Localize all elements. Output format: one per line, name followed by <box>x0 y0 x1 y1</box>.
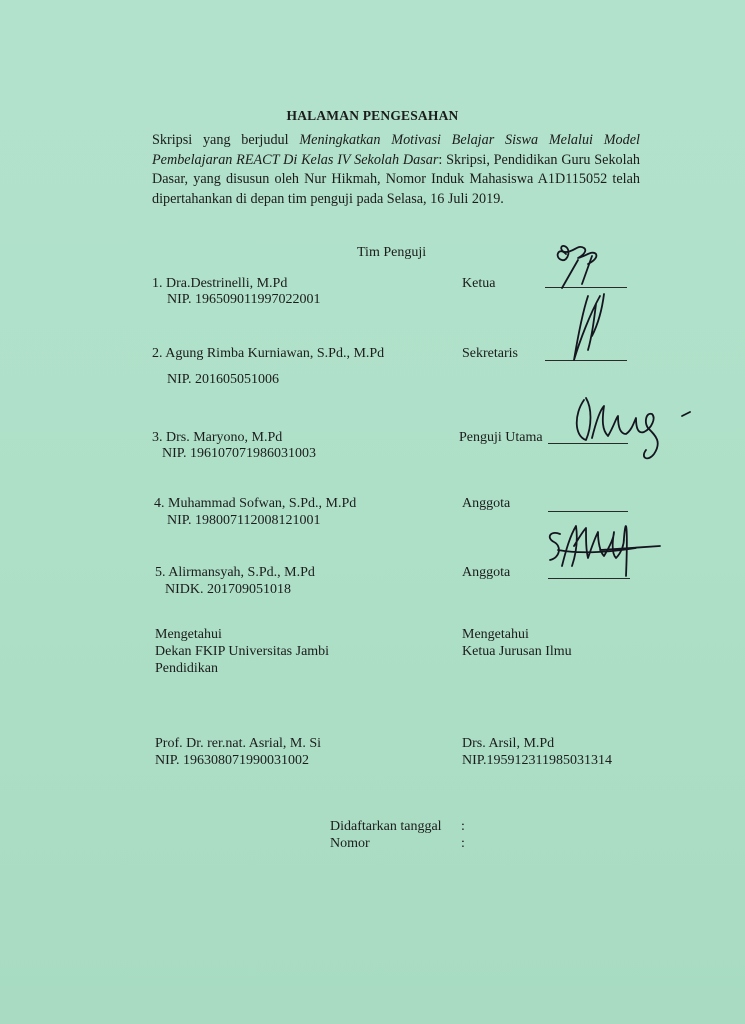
approval-left-id: NIP. 196308071990031002 <box>155 753 310 768</box>
examiner-3-name: 3. Drs. Maryono, M.Pd <box>152 430 283 445</box>
examiner-2-name: 2. Agung Rimba Kurniawan, S.Pd., M.Pd <box>152 346 385 361</box>
approval-left-position-line1: Dekan FKIP Universitas Jambi <box>155 644 330 659</box>
approval-right-label: Mengetahui <box>462 627 529 642</box>
intro-text-end: : Skripsi, Pendidikan Guru Sekolah Dasar, yang disusun oleh Nur Hikmah, Nomor Induk Mahasiswa A1D115052 telah dipertahankan di depan tim penguji pada Selasa, 16 Juli 2019. <box>152 151 640 207</box>
examiner-3-id: NIP. 196107071986031003 <box>162 446 317 461</box>
examiner-5-role: Anggota <box>462 565 511 580</box>
signature-3-icon <box>570 388 700 473</box>
examiner-2-role: Sekretaris <box>462 346 518 361</box>
examiner-5-name: 5. Alirmansyah, S.Pd., M.Pd <box>155 565 315 580</box>
examiner-1-id: NIP. 196509011997022001 <box>167 292 321 307</box>
examiner-1-role: Ketua <box>462 276 496 291</box>
examiner-5-id: NIDK. 201709051018 <box>165 582 291 597</box>
registration-number-separator: : <box>461 836 465 851</box>
registration-number-label: Nomor <box>330 836 370 851</box>
examiner-1-name: 1. Dra.Destrinelli, M.Pd <box>152 276 288 291</box>
registration-date-label: Didaftarkan tanggal <box>330 819 442 834</box>
approval-right-position: Ketua Jurusan Ilmu <box>462 644 572 659</box>
approval-right-name: Drs. Arsil, M.Pd <box>462 736 555 751</box>
registration-date-separator: : <box>461 819 465 834</box>
signature-1-icon <box>548 236 608 291</box>
approval-left-position-line2: Pendidikan <box>155 661 218 676</box>
examiner-4-id: NIP. 198007112008121001 <box>167 513 321 528</box>
intro-text-start: Skripsi yang berjudul <box>152 132 300 148</box>
committee-heading: Tim Penguji <box>357 245 427 260</box>
examiner-4-role: Anggota <box>462 496 511 511</box>
signature-5-icon <box>540 506 665 591</box>
intro-paragraph <box>152 131 640 209</box>
approval-left-name: Prof. Dr. rer.nat. Asrial, M. Si <box>155 736 322 751</box>
examiner-3-role: Penguji Utama <box>459 430 543 445</box>
thesis-title: Meningkatkan Motivasi Belajar Siswa Melalui Model Pembelajaran REACT Di Kelas IV Sekolah Dasar <box>152 132 640 168</box>
examiner-4-name: 4. Muhammad Sofwan, S.Pd., M.Pd <box>154 496 357 511</box>
approval-right-id: NIP.195912311985031314 <box>462 753 612 768</box>
page-title: HALAMAN PENGESAHAN <box>286 108 459 123</box>
examiner-2-id: NIP. 201605051006 <box>167 372 280 387</box>
signature-2-icon <box>566 290 616 365</box>
approval-left-label: Mengetahui <box>155 627 222 642</box>
